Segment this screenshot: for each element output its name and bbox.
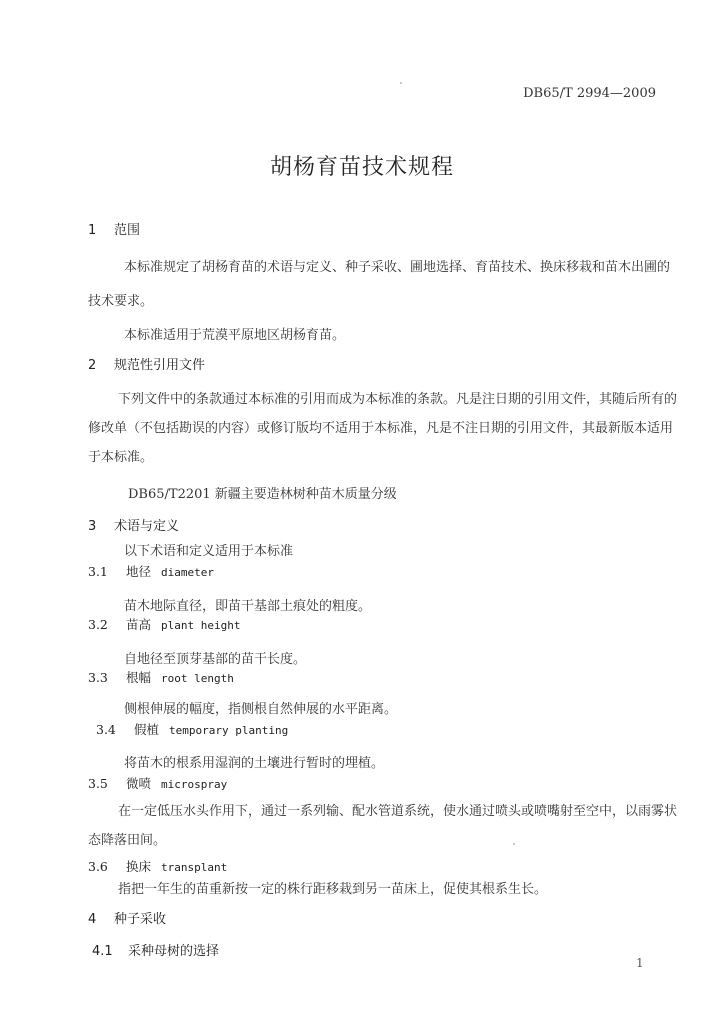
term-zh: 苗高 <box>126 617 152 632</box>
term-en: diameter <box>161 566 214 579</box>
normative-reference: DB65/T2201 新疆主要造林树种苗木质量分级 <box>128 487 397 502</box>
paragraph-line: 下列文件中的条款通过本标准的引用而成为本标准的条款。凡是注日期的引用文件，其随后所有的 <box>118 392 678 407</box>
term-en: transplant <box>161 861 228 874</box>
section-title: 术语与定义 <box>114 519 180 534</box>
term-en: plant height <box>161 619 241 632</box>
subsection-number: 4.1 <box>92 944 113 959</box>
term-3-3 <box>88 668 234 686</box>
section-4-heading <box>88 908 166 927</box>
term-definition: 在一定低压水头作用下，通过一系列输、配水管道系统，使水通过喷头或喷嘴射至空中，以雨雾状 <box>118 804 678 819</box>
term-number: 3.6 <box>88 859 108 874</box>
paragraph-line: 以下术语和定义适用于本标准 <box>124 544 294 559</box>
section-title: 种子采收 <box>114 912 167 927</box>
term-en: temporary planting <box>169 724 289 737</box>
term-definition: 苗木地际直径，即苗干基部土痕处的粗度。 <box>124 599 372 614</box>
term-zh: 微喷 <box>126 776 152 791</box>
section-number: 1 <box>88 223 97 238</box>
section-number: 4 <box>88 912 97 927</box>
term-3-4 <box>96 720 288 738</box>
section-number: 2 <box>88 358 97 373</box>
term-3-2 <box>88 615 241 633</box>
term-definition: 将苗木的根系用湿润的土壤进行暂时的埋植。 <box>124 756 385 771</box>
section-title: 规范性引用文件 <box>114 358 206 373</box>
paragraph-line: 本标准适用于荒漠平原地区胡杨育苗。 <box>124 328 346 343</box>
term-number: 3.3 <box>88 670 108 685</box>
term-number: 3.1 <box>88 564 108 579</box>
term-zh: 换床 <box>126 859 152 874</box>
document-code: DB65/T 2994—2009 <box>523 86 656 101</box>
page-number: 1 <box>636 956 644 970</box>
term-definition: 指把一年生的苗重新按一定的株行距移栽到另一苗床上，促使其根系生长。 <box>118 882 548 897</box>
term-definition: 态降落田间。 <box>88 833 167 848</box>
paragraph-line: 技术要求。 <box>88 294 154 309</box>
subsection-title: 采种母树的选择 <box>128 944 220 959</box>
term-number: 3.5 <box>88 776 108 791</box>
section-title: 范围 <box>114 223 141 238</box>
paragraph-line: 本标准规定了胡杨育苗的术语与定义、种子采收、圃地选择、育苗技术、换床移栽和苗木出圃的 <box>124 260 671 275</box>
term-3-6 <box>88 857 227 875</box>
term-en: microspray <box>161 778 228 791</box>
section-number: 3 <box>88 519 97 534</box>
section-2-heading <box>88 354 205 373</box>
term-number: 3.4 <box>96 722 116 737</box>
paragraph-line: 于本标准。 <box>88 450 154 465</box>
term-3-1 <box>88 562 214 580</box>
document-title: 胡杨育苗技术规程 <box>269 155 454 180</box>
term-zh: 假植 <box>134 722 160 737</box>
term-definition: 自地径至顶芽基部的苗干长度。 <box>124 652 307 667</box>
section-1-heading <box>88 219 140 238</box>
term-en: root length <box>161 672 234 685</box>
term-zh: 根幅 <box>126 670 152 685</box>
scan-speck <box>513 843 515 845</box>
term-3-5 <box>88 774 227 792</box>
term-number: 3.2 <box>88 617 108 632</box>
section-3-heading <box>88 515 179 534</box>
term-definition: 侧根伸展的幅度，指侧根自然伸展的水平距离。 <box>124 702 398 717</box>
term-zh: 地径 <box>126 564 152 579</box>
scan-speck <box>400 82 402 84</box>
paragraph-line: 修改单（不包括勘误的内容）或修订版均不适用于本标准，凡是不注日期的引用文件，其最新版本适用 <box>88 421 674 436</box>
subsection-4-1-heading <box>92 940 219 959</box>
